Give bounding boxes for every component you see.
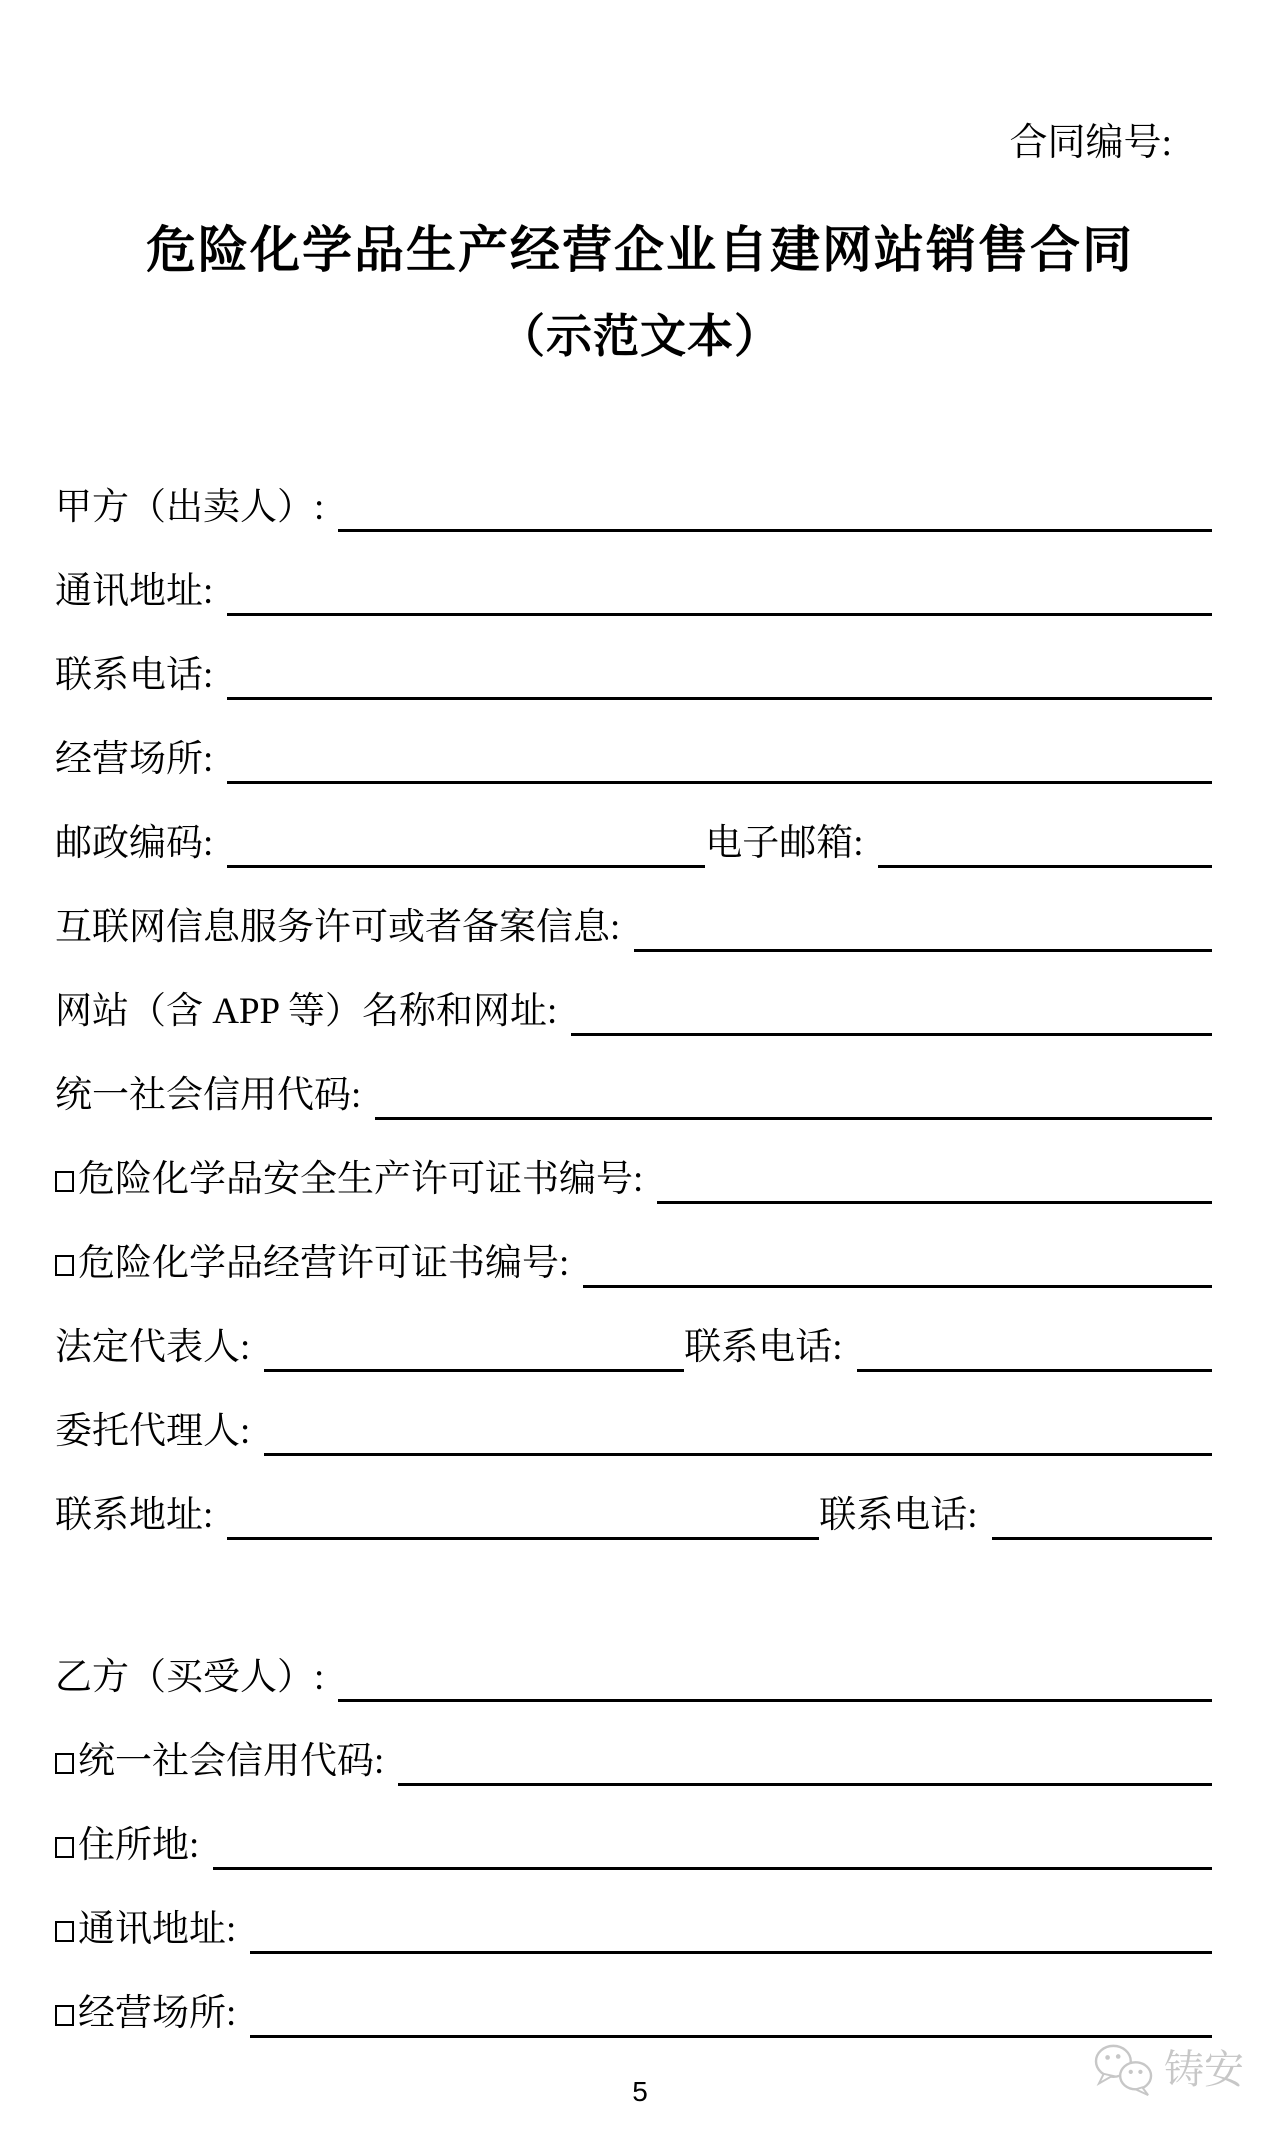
field-label: 经营场所: [55,739,214,781]
field-label: 统一社会信用代码: [55,1075,362,1117]
field-label: 法定代表人: [55,1327,251,1369]
blank-line[interactable] [227,851,705,868]
form-row [55,948,1212,1032]
checkbox[interactable] [55,1171,74,1192]
document-title: 危险化学品生产经营企业自建网站销售合同 [146,221,1134,278]
field-label: 危险化学品安全生产许可证书编号: [78,1159,644,1201]
form-row [55,696,1212,780]
field-label: 住所地: [78,1825,200,1867]
blank-line[interactable] [634,935,1212,952]
form-row [55,1368,1212,1452]
field-label: 联系电话: [819,1495,978,1537]
checkbox[interactable] [55,1837,74,1858]
blank-line[interactable] [398,1769,1212,1786]
checkbox[interactable] [55,1255,74,1276]
blank-line[interactable] [264,1439,1212,1456]
form-row [55,1116,1212,1200]
field-label: 通讯地址: [55,571,214,613]
form-row [55,1284,1212,1368]
form-row [55,1200,1212,1284]
field-label: 网站（含 APP 等）名称和网址: [55,991,558,1033]
blank-line[interactable] [338,515,1212,532]
blank-line[interactable] [857,1355,1212,1372]
blank-line[interactable] [250,1937,1212,1954]
field-label: 危险化学品经营许可证书编号: [78,1243,570,1285]
watermark [1092,2042,1244,2098]
form-row [55,612,1212,696]
form-row [55,1032,1212,1116]
blank-line[interactable] [250,2021,1212,2038]
blank-line[interactable] [264,1355,684,1372]
blank-line[interactable] [227,599,1212,616]
field-label: 互联网信息服务许可或者备案信息: [55,907,621,949]
field-label: 乙方（买受人）: [55,1657,325,1699]
form-row [55,864,1212,948]
blank-line[interactable] [878,851,1212,868]
party-b-form [55,1614,1212,2034]
blank-line[interactable] [571,1019,1212,1036]
form-row [55,1614,1212,1698]
field-label: 统一社会信用代码: [78,1741,385,1783]
form-row [55,1698,1212,1782]
blank-line[interactable] [375,1103,1212,1120]
form-row [55,1866,1212,1950]
blank-line[interactable] [657,1187,1212,1204]
checkbox[interactable] [55,2005,74,2026]
document-subtitle: （示范文本） [499,311,781,363]
field-label: 联系电话: [684,1327,843,1369]
contract-number-label: 合同编号: [1009,122,1172,164]
field-label: 邮政编码: [55,823,214,865]
field-label: 电子邮箱: [705,823,864,865]
blank-line[interactable] [583,1271,1212,1288]
field-label: 经营场所: [78,1993,237,2035]
field-label: 联系电话: [55,655,214,697]
form-row [55,528,1212,612]
party-a-form [55,444,1212,1536]
checkbox[interactable] [55,1921,74,1942]
form-row [55,1950,1212,2034]
form-row [55,1782,1212,1866]
form-row [55,1452,1212,1536]
blank-line[interactable] [338,1685,1212,1702]
wechat-logo-icon [1092,2042,1156,2098]
field-label: 通讯地址: [78,1909,237,1951]
blank-line[interactable] [227,767,1212,784]
field-label: 委托代理人: [55,1411,251,1453]
checkbox[interactable] [55,1753,74,1774]
blank-line[interactable] [213,1853,1212,1870]
field-label: 甲方（出卖人）: [55,487,325,529]
blank-line[interactable] [227,1523,819,1540]
watermark-label: 铸安 [1164,2047,1244,2092]
page-number: 5 [632,2076,648,2108]
form-row [55,780,1212,864]
field-label: 联系地址: [55,1495,214,1537]
blank-line[interactable] [992,1523,1212,1540]
form-row [55,444,1212,528]
blank-line[interactable] [227,683,1212,700]
